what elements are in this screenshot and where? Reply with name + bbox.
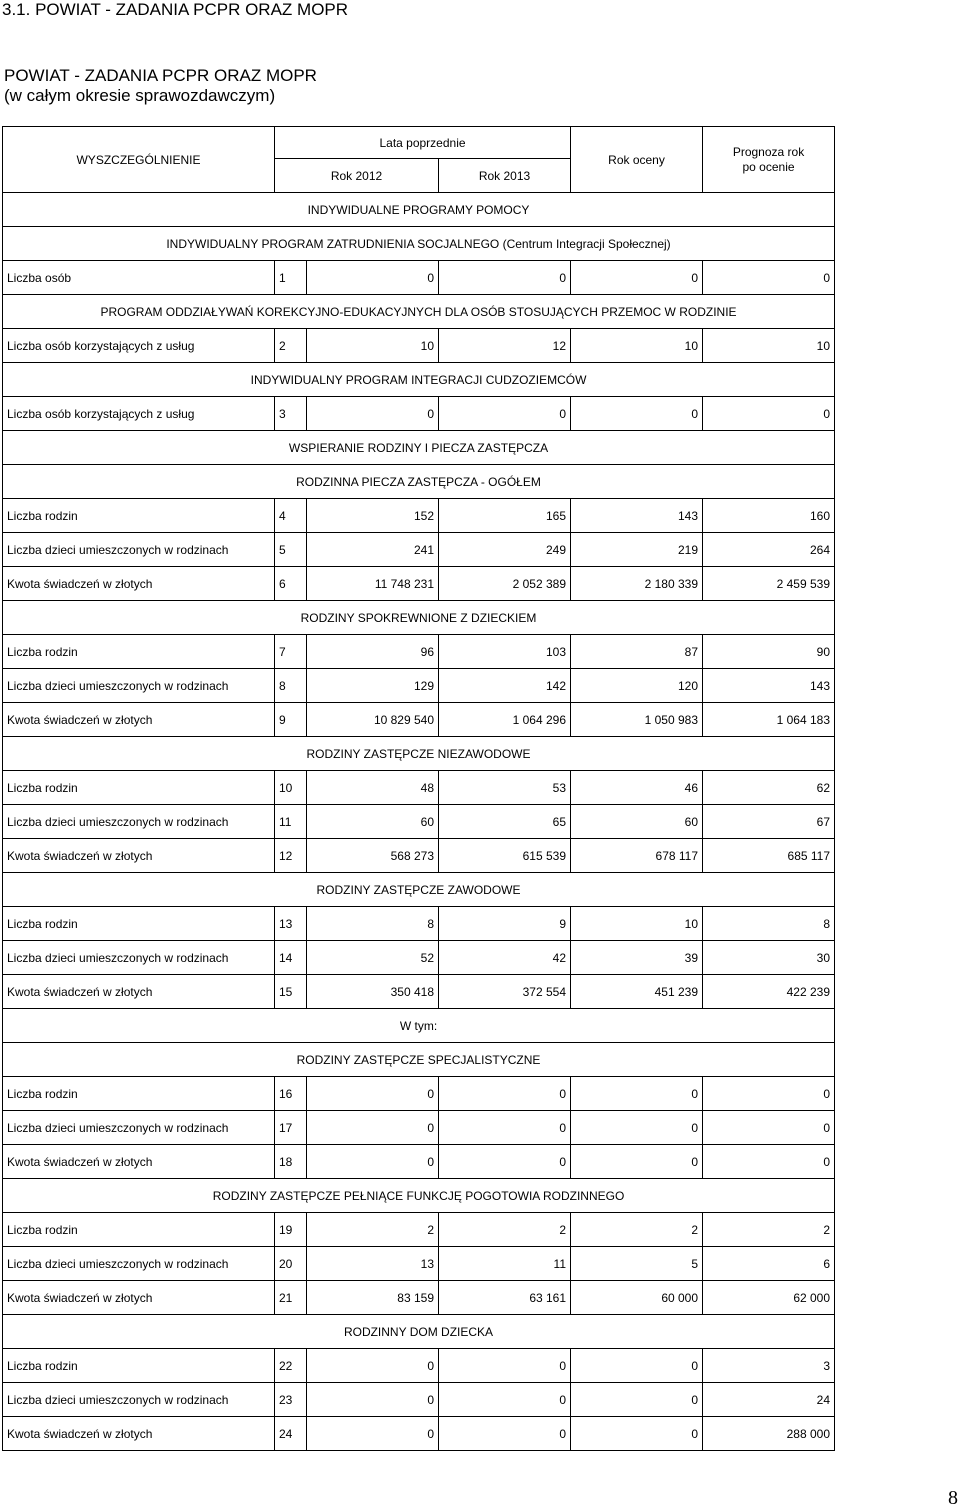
value-evaluation-year: 0 xyxy=(571,261,703,295)
value-2012: 350 418 xyxy=(307,975,439,1009)
value-forecast: 30 xyxy=(703,941,835,975)
value-evaluation-year: 1 050 983 xyxy=(571,703,703,737)
value-2013: 0 xyxy=(439,1145,571,1179)
row-number: 19 xyxy=(275,1213,307,1247)
section-title: RODZINY ZASTĘPCZE PEŁNIĄCE FUNKCJĘ POGOTOWIA RODZINNEGO xyxy=(3,1179,835,1213)
section-title: INDYWIDUALNE PROGRAMY POMOCY xyxy=(3,193,835,227)
section-row xyxy=(3,363,835,397)
value-2013: 103 xyxy=(439,635,571,669)
table-row xyxy=(3,567,835,601)
row-number: 11 xyxy=(275,805,307,839)
table-row xyxy=(3,1349,835,1383)
row-number: 14 xyxy=(275,941,307,975)
table-row xyxy=(3,1077,835,1111)
table-row xyxy=(3,635,835,669)
value-evaluation-year: 5 xyxy=(571,1247,703,1281)
section-row xyxy=(3,873,835,907)
table-row xyxy=(3,703,835,737)
section-title: RODZINY ZASTĘPCZE ZAWODOWE xyxy=(3,873,835,907)
value-2013: 42 xyxy=(439,941,571,975)
row-label: Liczba osób korzystających z usług xyxy=(3,329,275,363)
value-forecast: 0 xyxy=(703,1111,835,1145)
row-label: Liczba dzieci umieszczonych w rodzinach xyxy=(3,669,275,703)
row-label: Kwota świadczeń w złotych xyxy=(3,703,275,737)
value-forecast: 160 xyxy=(703,499,835,533)
value-evaluation-year: 678 117 xyxy=(571,839,703,873)
table-row xyxy=(3,1213,835,1247)
value-2012: 8 xyxy=(307,907,439,941)
value-forecast: 62 xyxy=(703,771,835,805)
value-evaluation-year: 0 xyxy=(571,397,703,431)
value-2013: 2 052 389 xyxy=(439,567,571,601)
value-2013: 372 554 xyxy=(439,975,571,1009)
value-2013: 0 xyxy=(439,1417,571,1451)
value-forecast: 288 000 xyxy=(703,1417,835,1451)
row-label: Kwota świadczeń w złotych xyxy=(3,1281,275,1315)
value-evaluation-year: 0 xyxy=(571,1077,703,1111)
row-label: Kwota świadczeń w złotych xyxy=(3,1145,275,1179)
section-row xyxy=(3,295,835,329)
value-2012: 0 xyxy=(307,1417,439,1451)
table-row xyxy=(3,907,835,941)
row-number: 7 xyxy=(275,635,307,669)
value-2013: 11 xyxy=(439,1247,571,1281)
value-2012: 568 273 xyxy=(307,839,439,873)
row-label: Kwota świadczeń w złotych xyxy=(3,1417,275,1451)
section-title: W tym: xyxy=(3,1009,835,1043)
value-2012: 13 xyxy=(307,1247,439,1281)
table-row xyxy=(3,1281,835,1315)
value-2012: 0 xyxy=(307,1349,439,1383)
value-2012: 0 xyxy=(307,1111,439,1145)
row-label: Liczba rodzin xyxy=(3,1349,275,1383)
value-2012: 10 xyxy=(307,329,439,363)
value-2012: 0 xyxy=(307,1077,439,1111)
value-2013: 0 xyxy=(439,1383,571,1417)
value-evaluation-year: 0 xyxy=(571,1383,703,1417)
table-row xyxy=(3,771,835,805)
section-title: RODZINY ZASTĘPCZE SPECJALISTYCZNE xyxy=(3,1043,835,1077)
value-2013: 0 xyxy=(439,397,571,431)
value-evaluation-year: 60 000 xyxy=(571,1281,703,1315)
table-row xyxy=(3,669,835,703)
header-evaluation-year: Rok oceny xyxy=(571,127,703,193)
table-row xyxy=(3,1247,835,1281)
value-evaluation-year: 46 xyxy=(571,771,703,805)
row-label: Liczba osób korzystających z usług xyxy=(3,397,275,431)
row-number: 18 xyxy=(275,1145,307,1179)
value-forecast: 0 xyxy=(703,1077,835,1111)
section-title: RODZINY ZASTĘPCZE NIEZAWODOWE xyxy=(3,737,835,771)
value-evaluation-year: 2 180 339 xyxy=(571,567,703,601)
value-evaluation-year: 219 xyxy=(571,533,703,567)
value-evaluation-year: 451 239 xyxy=(571,975,703,1009)
value-2012: 129 xyxy=(307,669,439,703)
header-forecast-line-2: po ocenie xyxy=(742,159,795,174)
value-evaluation-year: 0 xyxy=(571,1111,703,1145)
value-forecast: 422 239 xyxy=(703,975,835,1009)
table-row xyxy=(3,329,835,363)
table-row xyxy=(3,839,835,873)
value-forecast: 0 xyxy=(703,261,835,295)
row-label: Liczba rodzin xyxy=(3,1213,275,1247)
table-body xyxy=(3,127,835,1451)
row-label: Kwota świadczeń w złotych xyxy=(3,567,275,601)
header-year-2013: Rok 2013 xyxy=(439,159,571,193)
value-forecast: 8 xyxy=(703,907,835,941)
value-2012: 152 xyxy=(307,499,439,533)
value-evaluation-year: 0 xyxy=(571,1349,703,1383)
value-forecast: 62 000 xyxy=(703,1281,835,1315)
value-evaluation-year: 87 xyxy=(571,635,703,669)
value-2012: 0 xyxy=(307,1145,439,1179)
table-row xyxy=(3,1145,835,1179)
table-row xyxy=(3,261,835,295)
row-number: 12 xyxy=(275,839,307,873)
title-line-2: (w całym okresie sprawozdawczym) xyxy=(4,86,276,105)
value-evaluation-year: 39 xyxy=(571,941,703,975)
section-title: RODZINNA PIECZA ZASTĘPCZA - OGÓŁEM xyxy=(3,465,835,499)
value-2012: 241 xyxy=(307,533,439,567)
section-row xyxy=(3,193,835,227)
row-label: Liczba dzieci umieszczonych w rodzinach xyxy=(3,1247,275,1281)
value-2012: 10 829 540 xyxy=(307,703,439,737)
document-title xyxy=(4,66,317,106)
statistics-table xyxy=(2,126,835,1451)
section-row xyxy=(3,601,835,635)
value-2013: 0 xyxy=(439,1349,571,1383)
header-year-2012: Rok 2012 xyxy=(275,159,439,193)
section-row xyxy=(3,227,835,261)
row-label: Liczba rodzin xyxy=(3,635,275,669)
table-row xyxy=(3,499,835,533)
value-forecast: 2 459 539 xyxy=(703,567,835,601)
value-forecast: 10 xyxy=(703,329,835,363)
value-2012: 0 xyxy=(307,261,439,295)
section-row xyxy=(3,1043,835,1077)
value-evaluation-year: 10 xyxy=(571,329,703,363)
value-2012: 11 748 231 xyxy=(307,567,439,601)
value-2013: 12 xyxy=(439,329,571,363)
row-label: Liczba dzieci umieszczonych w rodzinach xyxy=(3,1111,275,1145)
row-number: 3 xyxy=(275,397,307,431)
value-evaluation-year: 120 xyxy=(571,669,703,703)
value-2013: 0 xyxy=(439,1077,571,1111)
row-number: 1 xyxy=(275,261,307,295)
row-label: Liczba dzieci umieszczonych w rodzinach xyxy=(3,533,275,567)
value-2013: 0 xyxy=(439,261,571,295)
header-description: WYSZCZEGÓLNIENIE xyxy=(3,127,275,193)
value-forecast: 1 064 183 xyxy=(703,703,835,737)
section-row xyxy=(3,1009,835,1043)
row-number: 4 xyxy=(275,499,307,533)
value-2012: 2 xyxy=(307,1213,439,1247)
value-evaluation-year: 143 xyxy=(571,499,703,533)
table-row xyxy=(3,533,835,567)
table-row xyxy=(3,975,835,1009)
value-evaluation-year: 0 xyxy=(571,1145,703,1179)
row-number: 17 xyxy=(275,1111,307,1145)
row-number: 5 xyxy=(275,533,307,567)
row-number: 21 xyxy=(275,1281,307,1315)
header-row-1 xyxy=(3,127,835,159)
value-forecast: 264 xyxy=(703,533,835,567)
row-number: 22 xyxy=(275,1349,307,1383)
row-label: Liczba osób xyxy=(3,261,275,295)
value-2012: 96 xyxy=(307,635,439,669)
row-label: Liczba dzieci umieszczonych w rodzinach xyxy=(3,1383,275,1417)
header-previous-years: Lata poprzednie xyxy=(275,127,571,159)
row-label: Liczba dzieci umieszczonych w rodzinach xyxy=(3,941,275,975)
row-number: 9 xyxy=(275,703,307,737)
page-number: 8 xyxy=(948,1487,958,1509)
value-forecast: 3 xyxy=(703,1349,835,1383)
section-row xyxy=(3,1315,835,1349)
value-2013: 63 161 xyxy=(439,1281,571,1315)
value-forecast: 90 xyxy=(703,635,835,669)
row-number: 15 xyxy=(275,975,307,1009)
header-forecast-line-1: Prognoza rok xyxy=(732,144,805,159)
value-2012: 0 xyxy=(307,397,439,431)
value-2013: 0 xyxy=(439,1111,571,1145)
row-label: Liczba rodzin xyxy=(3,907,275,941)
value-forecast: 67 xyxy=(703,805,835,839)
value-2012: 52 xyxy=(307,941,439,975)
row-label: Liczba dzieci umieszczonych w rodzinach xyxy=(3,805,275,839)
value-2012: 60 xyxy=(307,805,439,839)
value-2013: 1 064 296 xyxy=(439,703,571,737)
value-forecast: 24 xyxy=(703,1383,835,1417)
section-heading: 3.1. POWIAT - ZADANIA PCPR ORAZ MOPR xyxy=(2,0,349,19)
value-2013: 615 539 xyxy=(439,839,571,873)
value-evaluation-year: 10 xyxy=(571,907,703,941)
section-title: PROGRAM ODDZIAŁYWAŃ KOREKCYJNO-EDUKACYJNYCH DLA OSÓB STOSUJĄCYCH PRZEMOC W RODZINIE xyxy=(3,295,835,329)
value-evaluation-year: 2 xyxy=(571,1213,703,1247)
value-forecast: 2 xyxy=(703,1213,835,1247)
header-forecast xyxy=(703,127,835,193)
value-forecast: 6 xyxy=(703,1247,835,1281)
section-row xyxy=(3,1179,835,1213)
value-forecast: 685 117 xyxy=(703,839,835,873)
row-number: 23 xyxy=(275,1383,307,1417)
value-2013: 165 xyxy=(439,499,571,533)
value-2013: 142 xyxy=(439,669,571,703)
value-2013: 65 xyxy=(439,805,571,839)
value-2012: 0 xyxy=(307,1383,439,1417)
section-row xyxy=(3,431,835,465)
row-number: 20 xyxy=(275,1247,307,1281)
section-title: INDYWIDUALNY PROGRAM ZATRUDNIENIA SOCJALNEGO (Centrum Integracji Społecznej) xyxy=(3,227,835,261)
section-title: WSPIERANIE RODZINY I PIECZA ZASTĘPCZA xyxy=(3,431,835,465)
value-2013: 9 xyxy=(439,907,571,941)
section-row xyxy=(3,465,835,499)
table-row xyxy=(3,941,835,975)
row-number: 10 xyxy=(275,771,307,805)
section-title: RODZINNY DOM DZIECKA xyxy=(3,1315,835,1349)
value-2013: 249 xyxy=(439,533,571,567)
section-row xyxy=(3,737,835,771)
table-row xyxy=(3,1111,835,1145)
row-label: Liczba rodzin xyxy=(3,771,275,805)
value-evaluation-year: 0 xyxy=(571,1417,703,1451)
table-row xyxy=(3,1417,835,1451)
section-title: RODZINY SPOKREWNIONE Z DZIECKIEM xyxy=(3,601,835,635)
row-label: Liczba rodzin xyxy=(3,499,275,533)
table-row xyxy=(3,805,835,839)
row-label: Kwota świadczeń w złotych xyxy=(3,975,275,1009)
table-row xyxy=(3,1383,835,1417)
value-2012: 83 159 xyxy=(307,1281,439,1315)
value-2012: 48 xyxy=(307,771,439,805)
value-forecast: 0 xyxy=(703,1145,835,1179)
row-number: 24 xyxy=(275,1417,307,1451)
title-line-1: POWIAT - ZADANIA PCPR ORAZ MOPR xyxy=(4,66,317,85)
row-number: 16 xyxy=(275,1077,307,1111)
row-number: 8 xyxy=(275,669,307,703)
section-title: INDYWIDUALNY PROGRAM INTEGRACJI CUDZOZIEMCÓW xyxy=(3,363,835,397)
row-number: 13 xyxy=(275,907,307,941)
value-2013: 53 xyxy=(439,771,571,805)
row-label: Kwota świadczeń w złotych xyxy=(3,839,275,873)
row-number: 6 xyxy=(275,567,307,601)
table-row xyxy=(3,397,835,431)
value-forecast: 143 xyxy=(703,669,835,703)
value-evaluation-year: 60 xyxy=(571,805,703,839)
row-number: 2 xyxy=(275,329,307,363)
row-label: Liczba rodzin xyxy=(3,1077,275,1111)
value-forecast: 0 xyxy=(703,397,835,431)
value-2013: 2 xyxy=(439,1213,571,1247)
